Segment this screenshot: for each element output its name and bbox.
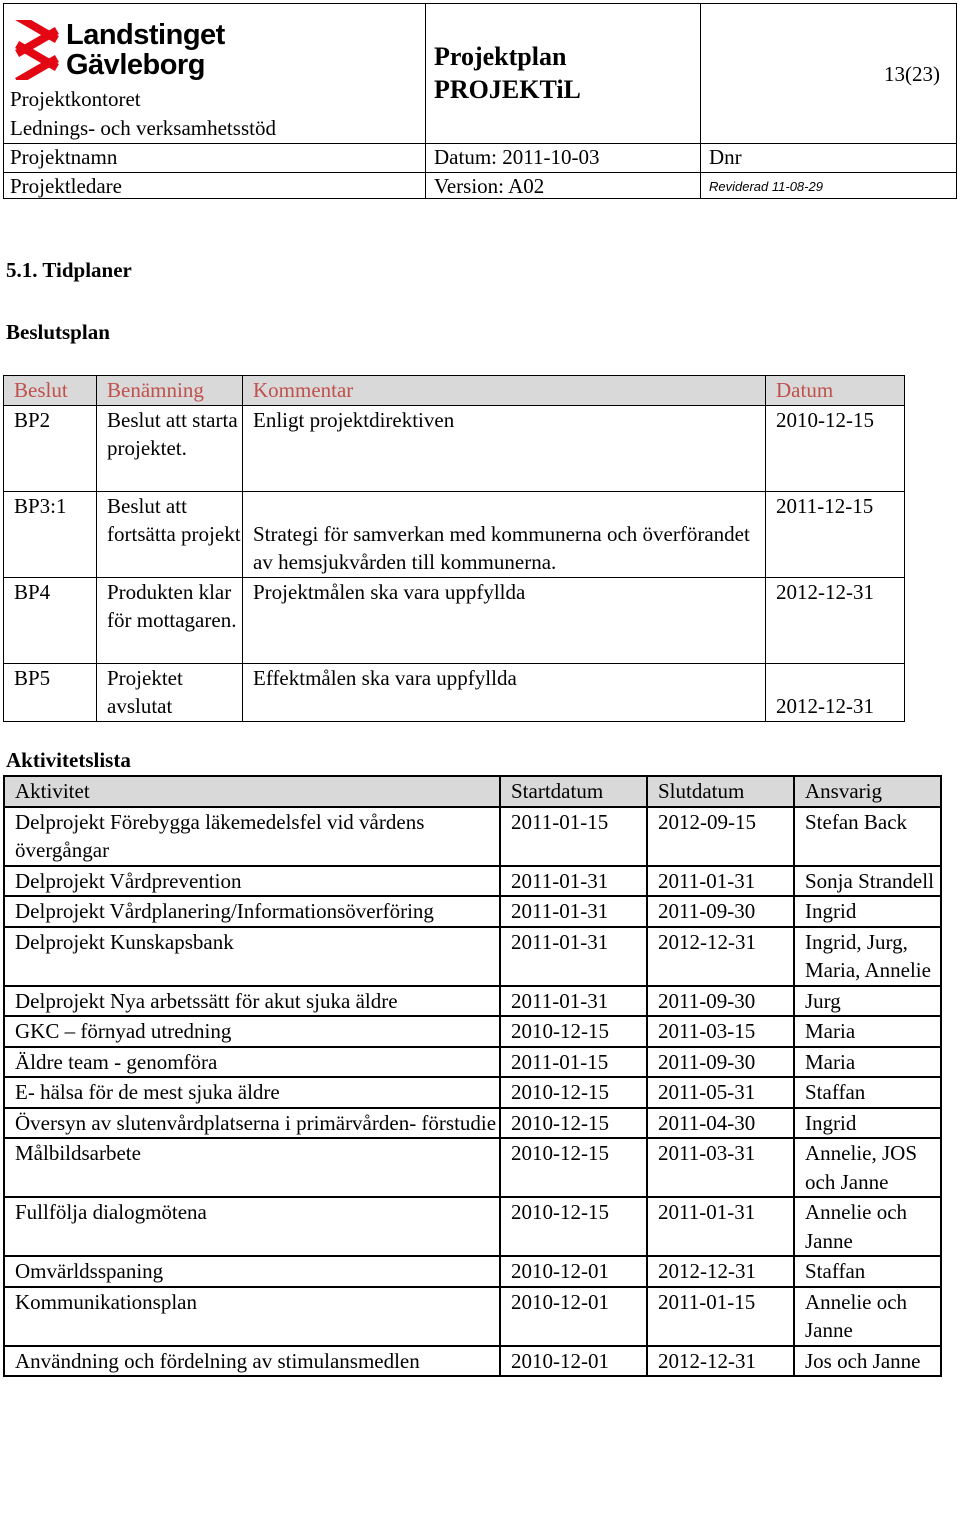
table-row: [4, 1047, 941, 1078]
document-header: [3, 3, 957, 199]
benamning-cell: Beslut att fortsätta projekt: [97, 491, 243, 577]
startdatum-cell: 2010-12-15: [500, 1138, 647, 1197]
slutdatum-cell: 2011-09-30: [647, 1047, 794, 1078]
startdatum-cell: 2010-12-15: [500, 1016, 647, 1047]
slutdatum-cell: 2011-03-31: [647, 1138, 794, 1197]
table-row: [4, 1346, 941, 1377]
column-header: Ansvarig: [794, 776, 941, 807]
logo-line-1: Landstinget: [66, 19, 225, 51]
aktivitet-cell: Användning och fördelning av stimulansmedlen: [4, 1346, 500, 1377]
table-row: [4, 807, 941, 866]
ansvarig-cell: Annelie, JOS och Janne: [794, 1138, 941, 1197]
slutdatum-cell: 2011-04-30: [647, 1108, 794, 1139]
startdatum-cell: 2010-12-01: [500, 1256, 647, 1287]
benamning-cell: Projektet avslutat: [97, 663, 243, 721]
datum-cell: [766, 663, 905, 721]
datum-cell: 2010-12-15: [766, 405, 905, 491]
office-name: Projektkontoret: [10, 87, 141, 111]
aktivitet-cell: GKC – förnyad utredning: [4, 1016, 500, 1047]
projektnamn-label: Projektnamn: [10, 145, 118, 169]
startdatum-cell: 2011-01-15: [500, 1047, 647, 1078]
table-row: [4, 1197, 941, 1256]
ansvarig-cell: Stefan Back: [794, 807, 941, 866]
slutdatum-cell: 2011-01-15: [647, 1287, 794, 1346]
beslutsplan-table: [3, 375, 905, 722]
table-row: [4, 577, 905, 663]
table-row: [4, 986, 941, 1017]
header-column-divider: [425, 4, 426, 199]
column-header: Kommentar: [243, 376, 766, 406]
startdatum-cell: 2011-01-31: [500, 896, 647, 927]
table-row: [4, 663, 905, 721]
kommentar-cell: Enligt projektdirektiven: [243, 405, 766, 491]
section-title: 5.1. Tidplaner: [6, 258, 132, 282]
aktivitet-cell: E- hälsa för de mest sjuka äldre: [4, 1077, 500, 1108]
date-label: Datum: 2011-10-03: [434, 145, 600, 169]
ansvarig-cell: Ingrid: [794, 1108, 941, 1139]
slutdatum-cell: 2011-09-30: [647, 986, 794, 1017]
table-row: [4, 1108, 941, 1139]
ansvarig-cell: Staffan: [794, 1077, 941, 1108]
benamning-cell: Produkten klar för mottagaren.: [97, 577, 243, 663]
table-row: [4, 866, 941, 897]
beslut-cell: BP3:1: [4, 491, 97, 577]
datum-cell: 2012-12-31: [766, 577, 905, 663]
header-divider: [4, 172, 956, 173]
beslut-cell: BP2: [4, 405, 97, 491]
slutdatum-cell: 2012-09-15: [647, 807, 794, 866]
column-header: Beslut: [4, 376, 97, 406]
startdatum-cell: 2010-12-15: [500, 1197, 647, 1256]
table-row: [4, 1016, 941, 1047]
ansvarig-cell: Ingrid: [794, 896, 941, 927]
ansvarig-cell: Staffan: [794, 1256, 941, 1287]
column-header: Benämning: [97, 376, 243, 406]
header-divider: [4, 143, 956, 144]
column-header: Startdatum: [500, 776, 647, 807]
aktivitet-cell: Översyn av slutenvårdplatserna i primärvården- förstudie: [4, 1108, 500, 1139]
beslut-cell: BP5: [4, 663, 97, 721]
table-row: [4, 1077, 941, 1108]
startdatum-cell: 2010-12-15: [500, 1108, 647, 1139]
aktivitet-cell: Målbildsarbete: [4, 1138, 500, 1197]
startdatum-cell: 2011-01-31: [500, 986, 647, 1017]
table-header-row: [4, 376, 905, 406]
table-row: [4, 1287, 941, 1346]
ansvarig-cell: Jurg: [794, 986, 941, 1017]
beslutsplan-heading: Beslutsplan: [6, 320, 110, 344]
slutdatum-cell: 2011-05-31: [647, 1077, 794, 1108]
landstinget-logo: [12, 16, 232, 86]
benamning-cell: Beslut att starta projektet.: [97, 405, 243, 491]
project-name: PROJEKTiL: [434, 75, 581, 104]
aktivitetslista-heading: Aktivitetslista: [6, 748, 131, 772]
slutdatum-cell: 2011-09-30: [647, 896, 794, 927]
logo-line-2: Gävleborg: [66, 49, 205, 81]
startdatum-cell: 2011-01-15: [500, 807, 647, 866]
slutdatum-cell: 2012-12-31: [647, 1346, 794, 1377]
table-row: [4, 1256, 941, 1287]
ansvarig-cell: Maria: [794, 1047, 941, 1078]
version-label: Version: A02: [434, 174, 545, 198]
ansvarig-cell: Sonja Strandell: [794, 866, 941, 897]
aktivitet-cell: Delprojekt Förebygga läkemedelsfel vid vårdens övergångar: [4, 807, 500, 866]
column-header: Slutdatum: [647, 776, 794, 807]
column-header: Aktivitet: [4, 776, 500, 807]
aktivitet-cell: Delprojekt Kunskapsbank: [4, 927, 500, 986]
aktivitetslista-table: [3, 775, 942, 1377]
startdatum-cell: 2010-12-01: [500, 1287, 647, 1346]
dnr-label: Dnr: [709, 145, 742, 169]
slutdatum-cell: 2011-03-15: [647, 1016, 794, 1047]
startdatum-cell: 2011-01-31: [500, 927, 647, 986]
aktivitet-cell: Fullfölja dialogmötena: [4, 1197, 500, 1256]
table-row: [4, 927, 941, 986]
ansvarig-cell: Maria: [794, 1016, 941, 1047]
ansvarig-cell: Annelie och Janne: [794, 1287, 941, 1346]
aktivitet-cell: Omvärldsspaning: [4, 1256, 500, 1287]
table-header-row: [4, 776, 941, 807]
revised-label: Reviderad 11-08-29: [709, 179, 823, 194]
projektledare-label: Projektledare: [10, 174, 122, 198]
logo-mark-icon: [12, 20, 64, 80]
table-row: [4, 405, 905, 491]
table-row: [4, 491, 905, 577]
datum-text: 2012-12-31: [776, 694, 874, 718]
header-column-divider: [700, 4, 701, 199]
kommentar-text: Strategi för samverkan med kommunerna och överförandet av hemsjukvården till kommunerna.: [253, 521, 750, 574]
table-row: [4, 1138, 941, 1197]
aktivitet-cell: Delprojekt Nya arbetssätt för akut sjuka äldre: [4, 986, 500, 1017]
ansvarig-cell: Annelie och Janne: [794, 1197, 941, 1256]
datum-cell: 2011-12-15: [766, 491, 905, 577]
aktivitet-cell: Delprojekt Vårdprevention: [4, 866, 500, 897]
page-number: 13(23): [884, 62, 940, 86]
startdatum-cell: 2010-12-01: [500, 1346, 647, 1377]
document-title: Projektplan: [434, 42, 567, 71]
aktivitet-cell: Kommunikationsplan: [4, 1287, 500, 1346]
table-row: [4, 896, 941, 927]
ansvarig-cell: Jos och Janne: [794, 1346, 941, 1377]
startdatum-cell: 2010-12-15: [500, 1077, 647, 1108]
kommentar-cell: Effektmålen ska vara uppfyllda: [243, 663, 766, 721]
beslut-cell: BP4: [4, 577, 97, 663]
slutdatum-cell: 2011-01-31: [647, 866, 794, 897]
kommentar-cell: Projektmålen ska vara uppfyllda: [243, 577, 766, 663]
column-header: Datum: [766, 376, 905, 406]
slutdatum-cell: 2012-12-31: [647, 1256, 794, 1287]
aktivitet-cell: Äldre team - genomföra: [4, 1047, 500, 1078]
ansvarig-cell: Ingrid, Jurg, Maria, Annelie: [794, 927, 941, 986]
slutdatum-cell: 2011-01-31: [647, 1197, 794, 1256]
kommentar-cell: [243, 491, 766, 577]
startdatum-cell: 2011-01-31: [500, 866, 647, 897]
slutdatum-cell: 2012-12-31: [647, 927, 794, 986]
department-name: Lednings- och verksamhetsstöd: [10, 116, 276, 140]
aktivitet-cell: Delprojekt Vårdplanering/Informationsöverföring: [4, 896, 500, 927]
